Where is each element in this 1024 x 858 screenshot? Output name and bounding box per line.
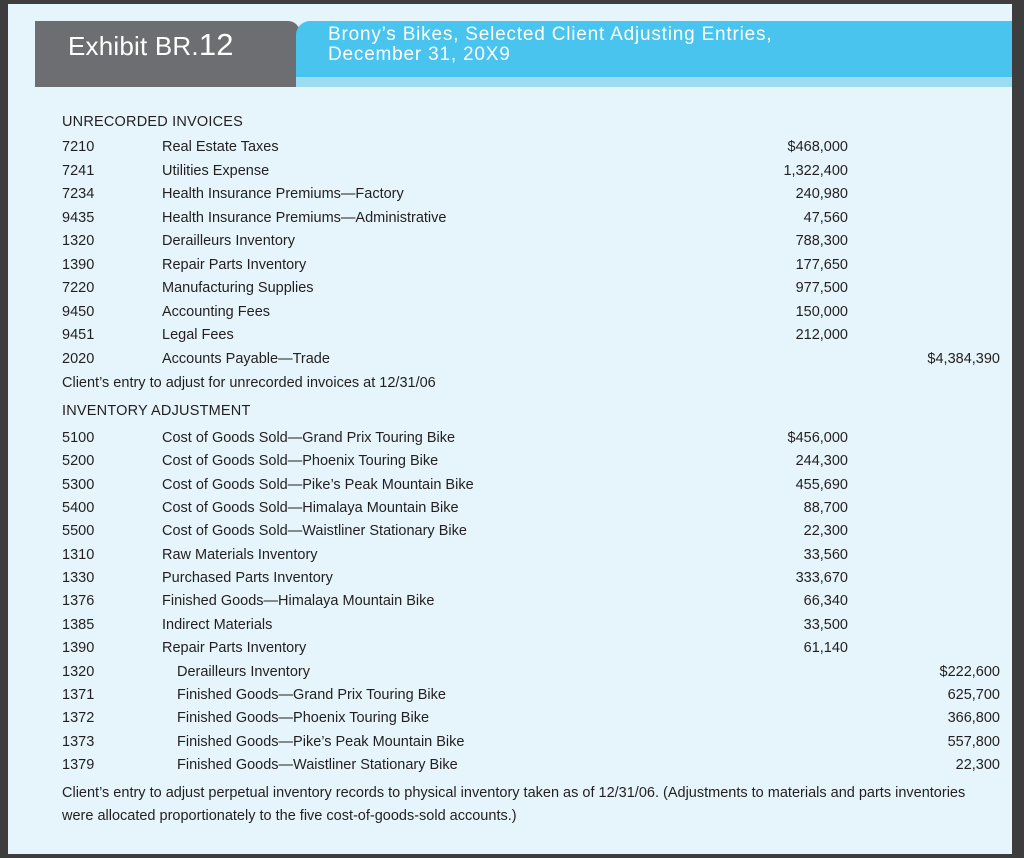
section-heading: UNRECORDED INVOICES xyxy=(62,114,244,130)
account-number: 7241 xyxy=(62,162,95,179)
account-number: 1330 xyxy=(62,570,95,587)
account-description: Finished Goods—Pike’s Peak Mountain Bike xyxy=(177,733,465,750)
debit-amount: 455,690 xyxy=(795,476,848,493)
account-description: Cost of Goods Sold—Waistliner Stationary Bike xyxy=(162,523,467,540)
account-number: 5100 xyxy=(62,430,95,446)
account-description: Cost of Goods Sold—Pike’s Peak Mountain Bike xyxy=(162,476,474,493)
journal-row xyxy=(8,257,1012,277)
debit-amount: 22,300 xyxy=(803,523,848,540)
journal-row xyxy=(8,139,1012,159)
credit-amount: 366,800 xyxy=(947,710,1000,727)
account-description: Health Insurance Premiums—Factory xyxy=(162,186,404,202)
journal-row xyxy=(8,687,1012,707)
account-description: Repair Parts Inventory xyxy=(162,640,307,657)
journal-row xyxy=(8,500,1012,520)
journal-row xyxy=(8,163,1012,183)
debit-amount: 88,700 xyxy=(803,500,848,517)
journal-row xyxy=(8,617,1012,637)
exhibit-label xyxy=(68,27,234,63)
account-number: 1320 xyxy=(62,233,95,249)
journal-row xyxy=(8,477,1012,497)
account-number: 1390 xyxy=(62,256,95,273)
debit-amount: 66,340 xyxy=(803,593,848,610)
account-number: 1385 xyxy=(62,616,95,633)
credit-amount: 557,800 xyxy=(947,733,1000,750)
journal-row xyxy=(8,304,1012,324)
debit-amount: 333,670 xyxy=(795,570,848,587)
debit-amount: $456,000 xyxy=(787,430,848,446)
account-description: Legal Fees xyxy=(162,327,234,343)
exhibit-title-line1: Brony’s Bikes, Selected Client Adjusting Entries, xyxy=(328,24,773,45)
debit-amount: 212,000 xyxy=(795,327,848,343)
debit-amount: 240,980 xyxy=(795,186,848,202)
account-number: 9451 xyxy=(62,327,95,343)
journal-row xyxy=(8,664,1012,684)
journal-row xyxy=(8,280,1012,300)
account-number: 7210 xyxy=(62,139,95,155)
debit-amount: 33,500 xyxy=(803,616,848,633)
exhibit-title xyxy=(328,25,772,65)
credit-amount: 22,300 xyxy=(955,756,1000,773)
journal-row xyxy=(8,453,1012,473)
account-description: Indirect Materials xyxy=(162,616,273,633)
credit-amount: 625,700 xyxy=(947,686,1000,703)
debit-amount: $468,000 xyxy=(787,139,848,155)
account-description: Cost of Goods Sold—Grand Prix Touring Bike xyxy=(162,430,456,446)
debit-amount: 788,300 xyxy=(795,233,848,249)
account-number: 1310 xyxy=(62,546,95,563)
debit-amount: 150,000 xyxy=(795,303,848,320)
account-number: 2020 xyxy=(62,350,95,367)
account-number: 1390 xyxy=(62,640,95,657)
account-description: Finished Goods—Himalaya Mountain Bike xyxy=(162,593,435,610)
debit-amount: 977,500 xyxy=(795,280,848,296)
account-number: 1376 xyxy=(62,593,95,610)
credit-amount: $4,384,390 xyxy=(927,350,1000,367)
account-number: 5300 xyxy=(62,476,95,493)
account-description: Accounting Fees xyxy=(162,303,271,320)
account-number: 1379 xyxy=(62,756,95,773)
exhibit-page xyxy=(8,4,1012,854)
account-description: Cost of Goods Sold—Phoenix Touring Bike xyxy=(162,453,439,470)
journal-row xyxy=(8,757,1012,777)
debit-amount: 244,300 xyxy=(795,453,848,470)
entry-explanation: Client’s entry to adjust perpetual inventory records to physical inventory taken as of 12/31/06. (Adjustments to materials and parts inventories were allocated proportionately to the five cost-of-goods-sold accounts.) xyxy=(62,785,966,824)
journal-row xyxy=(8,734,1012,754)
debit-amount: 61,140 xyxy=(803,640,848,657)
account-description: Derailleurs Inventory xyxy=(162,233,295,249)
debit-amount: 1,322,400 xyxy=(783,162,848,179)
exhibit-label-text: Exhibit BR. xyxy=(68,31,199,61)
account-number: 5200 xyxy=(62,453,95,470)
account-description: Finished Goods—Grand Prix Touring Bike xyxy=(177,686,446,703)
journal-row xyxy=(8,327,1012,347)
exhibit-number: 12 xyxy=(198,27,234,62)
account-description: Purchased Parts Inventory xyxy=(162,570,333,587)
journal-row xyxy=(8,351,1012,371)
exhibit-label-box xyxy=(35,21,300,87)
journal-row xyxy=(8,430,1012,450)
journal-row xyxy=(8,523,1012,543)
account-number: 9435 xyxy=(62,209,95,226)
account-number: 1320 xyxy=(62,663,95,680)
journal-row xyxy=(8,186,1012,206)
entry-explanation: Client’s entry to adjust for unrecorded invoices at 12/31/06 xyxy=(62,375,436,391)
journal-row xyxy=(8,547,1012,567)
account-description: Finished Goods—Waistliner Stationary Bike xyxy=(177,756,458,773)
account-description: Repair Parts Inventory xyxy=(162,256,307,273)
debit-amount: 177,650 xyxy=(795,256,848,273)
debit-amount: 33,560 xyxy=(803,546,848,563)
journal-row xyxy=(8,233,1012,253)
account-number: 5400 xyxy=(62,500,95,517)
account-description: Accounts Payable—Trade xyxy=(162,350,330,367)
journal-row xyxy=(8,640,1012,660)
account-number: 7220 xyxy=(62,280,95,296)
account-number: 9450 xyxy=(62,303,95,320)
debit-amount: 47,560 xyxy=(803,209,848,226)
exhibit-title-line2: December 31, 20X9 xyxy=(328,44,511,65)
account-description: Raw Materials Inventory xyxy=(162,546,318,563)
header-underline xyxy=(296,77,1012,87)
account-description: Cost of Goods Sold—Himalaya Mountain Bike xyxy=(162,500,459,517)
account-description: Manufacturing Supplies xyxy=(162,280,314,296)
account-number: 1372 xyxy=(62,710,95,727)
account-description: Real Estate Taxes xyxy=(162,139,279,155)
account-description: Health Insurance Premiums—Administrative xyxy=(162,209,447,226)
account-number: 1373 xyxy=(62,733,95,750)
account-number: 1371 xyxy=(62,686,95,703)
journal-row xyxy=(8,210,1012,230)
account-number: 7234 xyxy=(62,186,95,202)
journal-row xyxy=(8,710,1012,730)
journal-row xyxy=(8,570,1012,590)
journal-row xyxy=(8,593,1012,613)
account-description: Utilities Expense xyxy=(162,162,270,179)
section-heading: INVENTORY ADJUSTMENT xyxy=(62,403,251,419)
account-description: Finished Goods—Phoenix Touring Bike xyxy=(177,710,430,727)
account-number: 5500 xyxy=(62,523,95,540)
exhibit-title-box xyxy=(296,21,1012,77)
account-description: Derailleurs Inventory xyxy=(177,663,310,680)
credit-amount: $222,600 xyxy=(939,663,1000,680)
